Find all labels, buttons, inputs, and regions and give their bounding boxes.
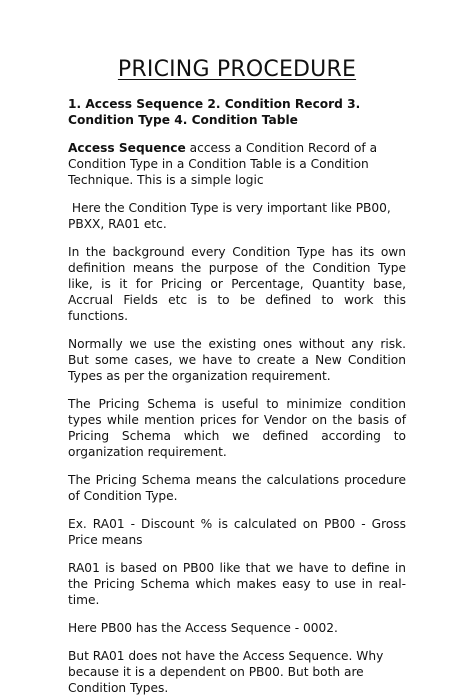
paragraph-normally: Normally we use the existing ones without any risk. But some cases, we have to create a New Condition Types as per the organization requirement. bbox=[68, 337, 406, 383]
paragraph-condition-type: Here the Condition Type is very important like PB00, PBXX, RA01 etc. bbox=[68, 201, 395, 231]
paragraph-example: Ex. RA01 - Discount % is calculated on PB00 - Gross Price means bbox=[68, 517, 406, 547]
paragraph-pricing-schema-means: The Pricing Schema means the calculations procedure of Condition Type. bbox=[68, 473, 406, 503]
paragraph-ra01-dependent: But RA01 does not have the Access Sequence. Why because it is a dependent on PB00. But both are Condition Types. bbox=[68, 649, 384, 695]
steps-heading: 1. Access Sequence 2. Condition Record 3. Condition Type 4. Condition Table bbox=[68, 97, 361, 127]
document-title: PRICING PROCEDURE bbox=[117, 57, 357, 82]
intro-text: access a Condition Record of a Condition Type in a Condition Table is a Condition Technique. This is a simple logic bbox=[68, 141, 378, 187]
paragraph-ra01-based: RA01 is based on PB00 like that we have to define in the Pricing Schema which makes easy to use in real-time. bbox=[68, 561, 406, 607]
intro-bold-lead: Access Sequence bbox=[68, 141, 186, 155]
paragraph-access-sequence: Here PB00 has the Access Sequence - 0002. bbox=[68, 621, 338, 635]
paragraph-pricing-schema-useful: The Pricing Schema is useful to minimize condition types while mention prices for Vendor on the basis of Pricing Schema which we defined according to organization requirement. bbox=[68, 397, 406, 459]
intro-paragraph bbox=[68, 140, 406, 188]
paragraph-background: In the background every Condition Type has its own definition means the purpose of the Condition Type like, is it for Pricing or Percentage, Quantity base, Accrual Fields etc is to be defined to work this functions. bbox=[68, 245, 406, 323]
